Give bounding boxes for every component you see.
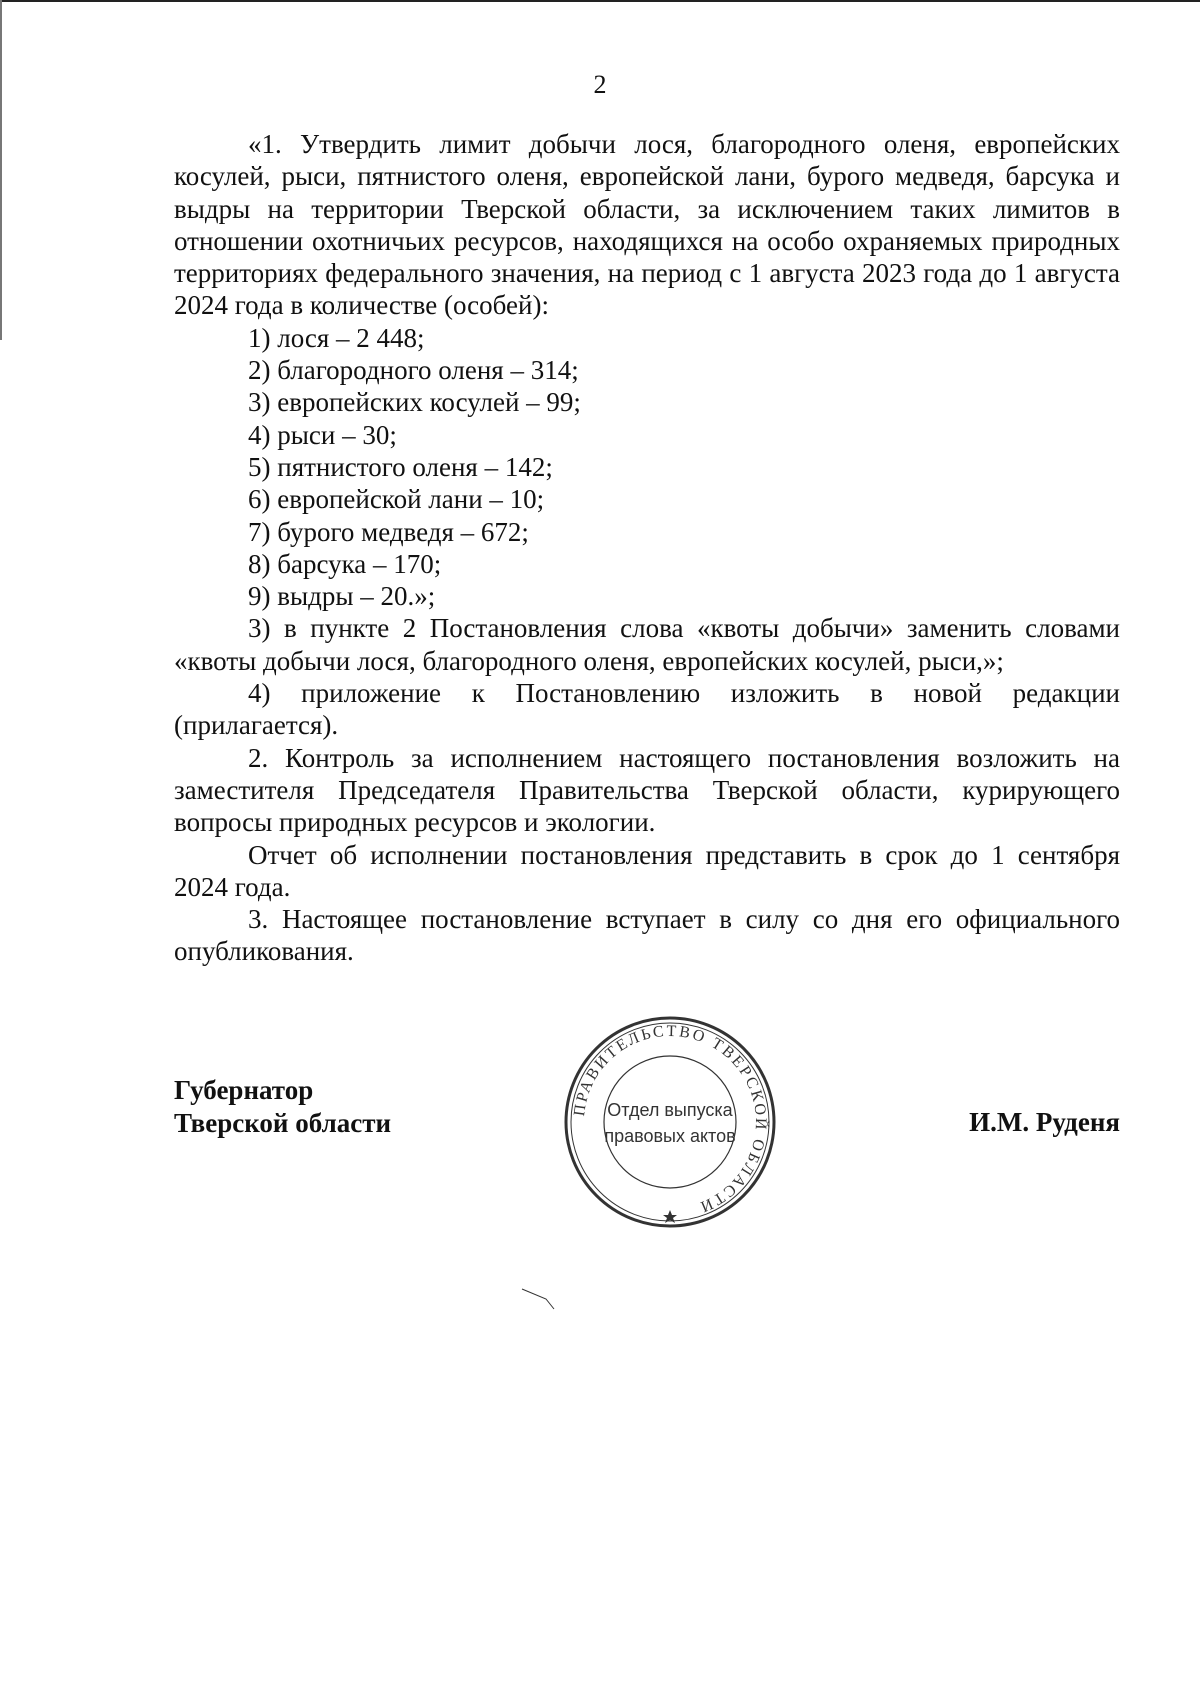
paragraph-quota-wording: 3) в пункте 2 Постановления слова «квоты добычи» заменить словами «квоты добычи лося, благородного оленя, европейских косулей, рыси,»; [174,613,1120,676]
list-item-brown-bear: 7) бурого медведя – 672; [248,516,529,547]
scan-edge-left [0,0,2,340]
official-stamp [560,1012,780,1232]
list-item-roe-deer: 3) европейских косулей – 99; [248,387,581,418]
list-item-red-deer: 2) благородного оленя – 314; [248,355,579,386]
stamp-center-line-2: правовых актов [604,1126,736,1146]
paragraph-appendix: 4) приложение к Постановлению изложить в новой редакции (прилагается). [174,678,1120,741]
signatory-title-line-2: Тверской области [174,1108,392,1138]
list-item-moose: 1) лося – 2 448; [248,322,425,353]
stamp-inner-ring [604,1056,736,1188]
page-number: 2 [593,70,607,99]
paragraph-report: Отчет об исполнении постановления представить в срок до 1 сентября 2024 года. [174,839,1120,902]
signatory-title-line-1: Губернатор [174,1075,314,1105]
paragraph-effective-date: 3. Настоящее постановление вступает в силу со дня его официального опубликования. [174,904,1120,967]
stamp-outer-ring [566,1018,774,1226]
list-item-lynx: 4) рыси – 30; [248,419,397,450]
signatory-name: И.М. Руденя [969,1107,1120,1137]
document-body [174,128,1120,968]
stray-pen-mark [520,1285,560,1315]
list-item-otter: 9) выдры – 20.»; [248,581,436,612]
stamp-center-line-1: Отдел выпуска [607,1100,733,1120]
paragraph-limit-approval: «1. Утвердить лимит добычи лося, благородного оленя, европейских косулей, рыси, пятнистого оленя, европейской лани, бурого медведя, барсука и выдры на территории Тверской области, за исключением таких лимитов в отношении охотничьих ресурсов, находящихся на особо охраняемых природных территориях федерального значения, на период с 1 августа 2023 года до 1 августа 2024 года в количестве (особей): [174,129,1120,321]
signatory-title [174,1074,391,1140]
list-item-badger: 8) барсука – 170; [248,548,442,579]
stamp-ring-text: ПРАВИТЕЛЬСТВО ТВЕРСКОЙ ОБЛАСТИ [571,1022,770,1216]
list-item-sika-deer: 5) пятнистого оленя – 142; [248,451,553,482]
list-item-fallow-deer: 6) европейской лани – 10; [248,484,545,515]
paragraph-control: 2. Контроль за исполнением настоящего постановления возложить на заместителя Председателя Правительства Тверской области, курирующего вопросы природных ресурсов и экологии. [174,742,1120,838]
scan-edge-top [0,0,1200,2]
